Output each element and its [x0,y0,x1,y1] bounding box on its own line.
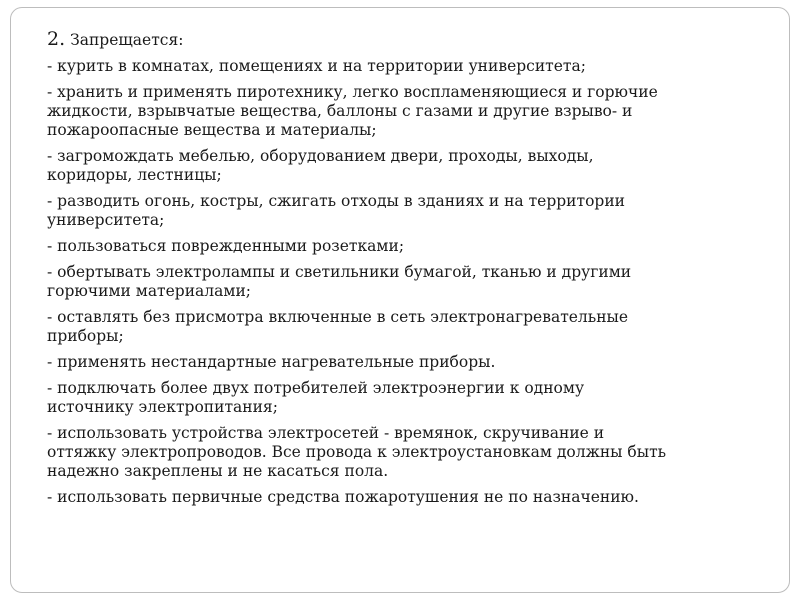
list-item-text: использовать устройства электросетей - времянок, скручивание и оттяжку электропроводов. Все провода к электроустановкам должны быть надежно закреплены и не касаться пола. [47,424,667,480]
list-item: - разводить огонь, костры, сжигать отходы в зданиях и на территории университета; [47,192,625,229]
list-item: - обертывать электролампы и светильники бумагой, тканью и другими горючими материалами; [47,263,632,300]
list-item: - хранить и применять пиротехнику, легко воспламеняющиеся и горючие жидкости, взрывчатые вещества, баллоны с газами и другие взрыво- и пожароопасные вещества и материалы; [47,83,658,139]
list-item-text: использовать первичные средства пожаротушения не по назначению. [57,488,639,506]
list-item-text: применять нестандартные нагревательные приборы. [57,353,496,371]
list-item: - загромождать мебелью, оборудованием двери, проходы, выходы, коридоры, лестницы; [47,147,594,184]
list-item: - использовать устройства электросетей - времянок, скручивание и оттяжку электропроводов. Все провода к электроустановкам должны быть надежно закреплены и не касаться пола. [47,424,667,480]
section-heading [47,30,777,50]
list-item-text: оставлять без присмотра включенные в сеть электронагревательные приборы; [47,308,629,345]
section-title: Запрещается: [70,31,184,49]
list-item: - подключать более двух потребителей электроэнергии к одному источнику электропитания; [47,379,585,416]
list-item-text: разводить огонь, костры, сжигать отходы в зданиях и на территории университета; [47,192,625,229]
list-item: - оставлять без присмотра включенные в сеть электронагревательные приборы; [47,308,629,345]
rules-text [47,30,777,514]
list-item-text: подключать более двух потребителей электроэнергии к одному источнику электропитания; [47,379,585,416]
list-item: - использовать первичные средства пожаротушения не по назначению. [47,488,639,506]
list-item: - применять нестандартные нагревательные приборы. [47,353,496,371]
slide-frame [10,7,790,593]
list-item: - курить в комнатах, помещениях и на территории университета; [47,57,586,75]
list-item-text: обертывать электролампы и светильники бумагой, тканью и другими горючими материалами; [47,263,632,300]
section-number: 2. [47,28,66,50]
list-item: - пользоваться поврежденными розетками; [47,237,405,255]
list-item-text: хранить и применять пиротехнику, легко воспламеняющиеся и горючие жидкости, взрывчатые вещества, баллоны с газами и другие взрыво- и пожароопасные вещества и материалы; [47,83,658,139]
list-item-text: пользоваться поврежденными розетками; [57,237,405,255]
list-item-text: загромождать мебелью, оборудованием двери, проходы, выходы, коридоры, лестницы; [47,147,594,184]
list-item-text: курить в комнатах, помещениях и на территории университета; [57,57,586,75]
